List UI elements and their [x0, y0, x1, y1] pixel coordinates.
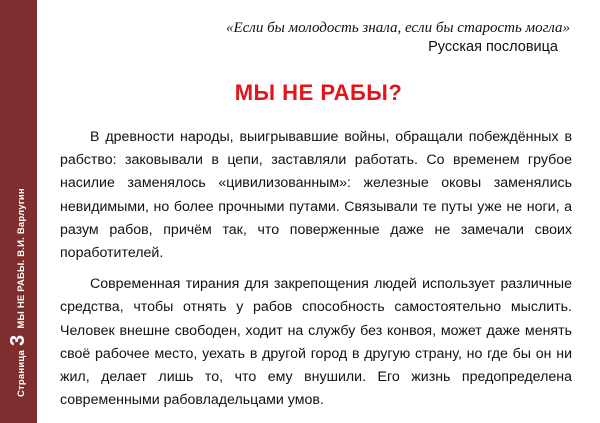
sidebar: [0, 0, 37, 423]
page-title: МЫ НЕ РАБЫ?: [234, 80, 403, 105]
epigraph-source: Русская пословица: [428, 39, 558, 55]
paragraph: Современная тирания для закрепощения людей использует различные средства, чтобы отнять у рабов способность самостоятельно мыслить. Человек внешне свободен, ходит на службу без конвоя, может даже менять своё рабочее место, уехать в другой город в другую страну, но где бы он ни жил, делает лишь то, что ему внушили. Его жизнь предопределена современными рабовладельцами умов.: [60, 276, 572, 409]
epigraph-quote: «Если бы молодость знала, если бы старость могла»: [225, 20, 570, 36]
sidebar-caption: [8, 188, 28, 397]
page-label: Страница: [16, 349, 27, 397]
epigraph: [226, 18, 570, 57]
page-number: 3: [7, 334, 29, 346]
paragraph: В древности народы, выигрывавшие войны, обращали побеждённых в рабство: заковывали в цепи, заставляли работать. Со временем грубое насилие заменялось «цивилизованным»: железные оковы заменялись невидимыми, но более прочными путами. Связывали те путы уже не ноги, а разум рабов, причём так, что поверженные даже не замечали своих поработителей.: [60, 129, 572, 262]
book-title: МЫ НЕ РАБЫ. В.И. Варлугин: [16, 188, 27, 329]
article-body: [60, 126, 572, 420]
